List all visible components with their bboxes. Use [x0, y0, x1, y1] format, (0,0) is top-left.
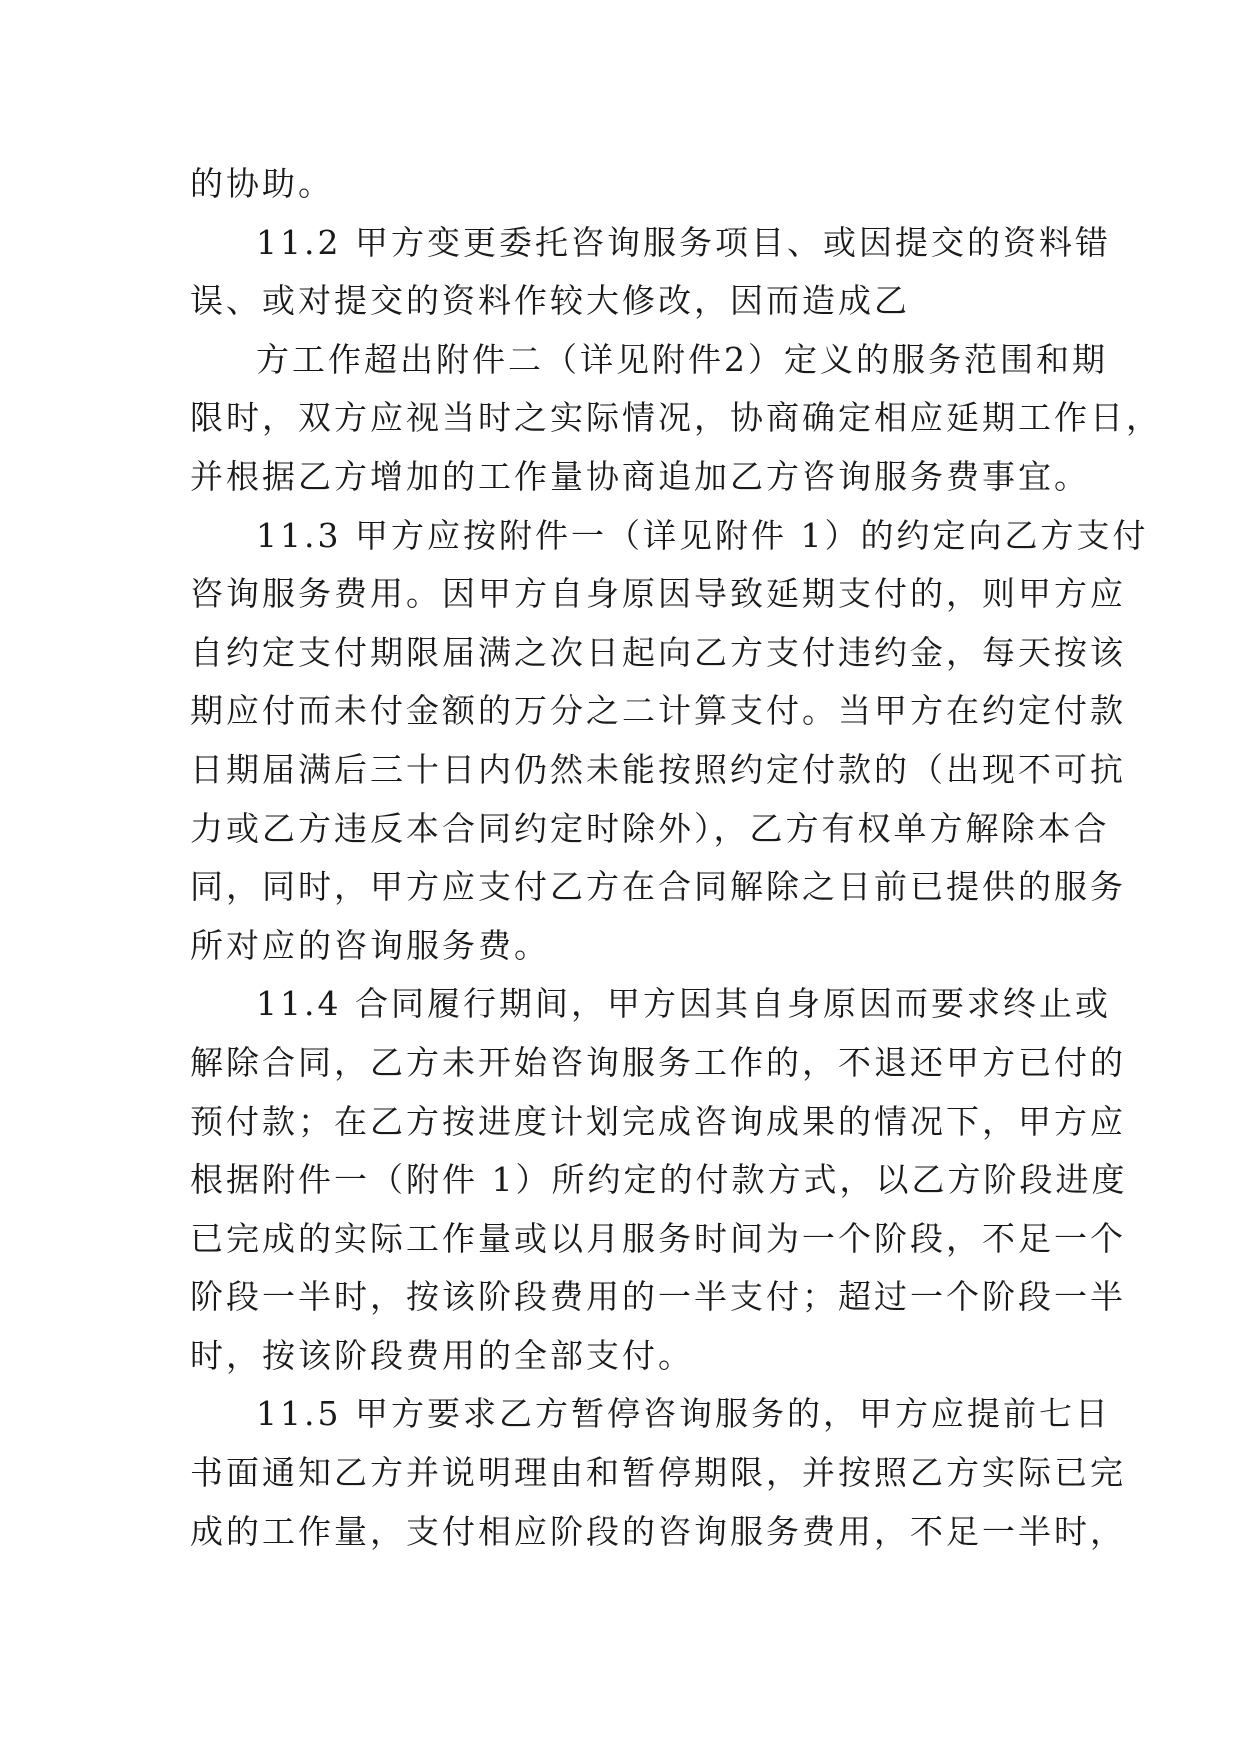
text-line: 预付款；在乙方按进度计划完成咨询成果的情况下，甲方应 — [190, 1101, 1126, 1141]
text-line: 同，同时，甲方应支付乙方在合同解除之日前已提供的服务 — [190, 867, 1126, 907]
text-line: 解除合同，乙方未开始咨询服务工作的，不退还甲方已付的 — [190, 1042, 1126, 1082]
text-line: 所对应的咨询服务费。 — [190, 925, 550, 965]
text-line: 11.5 甲方要求乙方暂停咨询服务的，甲方应提前七日 — [256, 1394, 1111, 1434]
text-line: 咨询服务费用。因甲方自身原因导致延期支付的，则甲方应 — [190, 574, 1126, 614]
text-line: 自约定支付期限届满之次日起向乙方支付违约金，每天按该 — [190, 632, 1126, 672]
text-line: 的协助。 — [190, 164, 334, 203]
text-line: 并根据乙方增加的工作量协商追加乙方咨询服务费事宜。 — [190, 456, 1090, 496]
text-line: 11.4 合同履行期间，甲方因其自身原因而要求终止或 — [256, 984, 1111, 1024]
text-line: 力或乙方违反本合同约定时除外），乙方有权单方解除本合 — [190, 808, 1110, 848]
text-line: 误、或对提交的资料作较大修改，因而造成乙 — [190, 281, 910, 321]
text-line: 书面通知乙方并说明理由和暂停期限，并按照乙方实际已完 — [190, 1453, 1126, 1493]
text-line: 11.3 甲方应按附件一（详见附件 1）的约定向乙方支付 — [256, 515, 1149, 555]
text-line: 时，按该阶段费用的全部支付。 — [190, 1335, 694, 1375]
text-line: 根据附件一（附件 1）所约定的付款方式，以乙方阶段进度 — [190, 1160, 1128, 1200]
text-line: 已完成的实际工作量或以月服务时间为一个阶段，不足一个 — [190, 1218, 1126, 1258]
text-line: 成的工作量，支付相应阶段的咨询服务费用，不足一半时， — [190, 1511, 1126, 1551]
text-line: 期应付而未付金额的万分之二计算支付。当甲方在约定付款 — [190, 691, 1126, 731]
text-line: 11.2 甲方变更委托咨询服务项目、或因提交的资料错 — [256, 222, 1111, 262]
text-line: 日期届满后三十日内仍然未能按照约定付款的（出现不可抗 — [190, 749, 1126, 789]
text-line: 限时，双方应视当时之实际情况，协商确定相应延期工作日， — [190, 398, 1162, 438]
text-line: 方工作超出附件二（详见附件2）定义的服务范围和期 — [256, 339, 1108, 379]
contract-body-text — [190, 155, 1162, 1561]
text-line: 阶段一半时，按该阶段费用的一半支付；超过一个阶段一半 — [190, 1277, 1126, 1317]
